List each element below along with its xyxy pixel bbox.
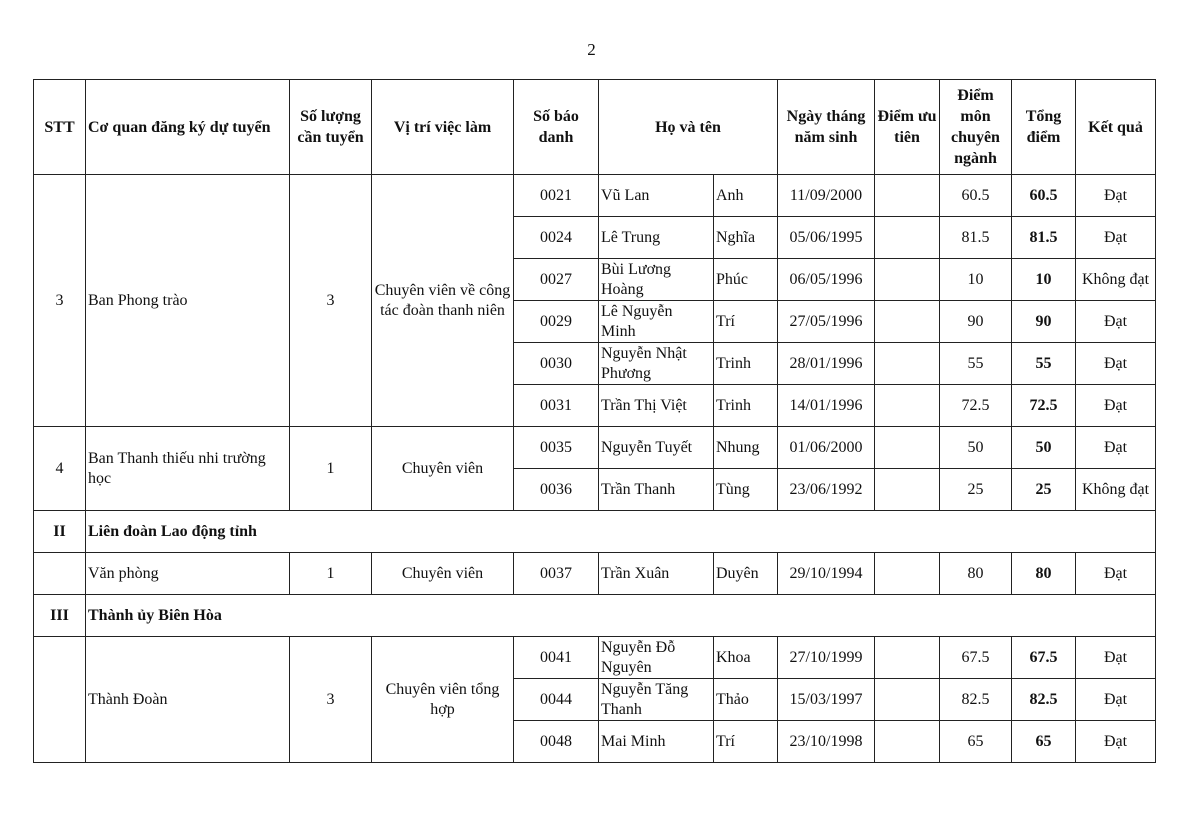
- candidate-first-name: Trí: [714, 301, 778, 343]
- candidate-last-name: Nguyễn Nhật Phương: [599, 343, 714, 385]
- candidate-score: 80: [940, 553, 1012, 595]
- candidate-result: Đạt: [1076, 427, 1156, 469]
- group-agency: Văn phòng: [86, 553, 290, 595]
- candidate-total: 55: [1012, 343, 1076, 385]
- group-position: Chuyên viên: [372, 427, 514, 511]
- section-title: Thành ủy Biên Hòa: [86, 595, 1156, 637]
- candidate-priority: [875, 259, 940, 301]
- candidate-last-name: Lê Trung: [599, 217, 714, 259]
- candidate-score: 81.5: [940, 217, 1012, 259]
- candidate-first-name: Anh: [714, 175, 778, 217]
- candidate-id: 0031: [514, 385, 599, 427]
- candidate-total: 60.5: [1012, 175, 1076, 217]
- candidate-total: 82.5: [1012, 679, 1076, 721]
- candidate-dob: 28/01/1996: [778, 343, 875, 385]
- header-id: Số báo danh: [514, 80, 599, 175]
- candidate-last-name: Nguyễn Đỗ Nguyên: [599, 637, 714, 679]
- header-position: Vị trí việc làm: [372, 80, 514, 175]
- candidate-result: Đạt: [1076, 637, 1156, 679]
- candidate-id: 0035: [514, 427, 599, 469]
- group-stt: [34, 637, 86, 763]
- candidate-score: 90: [940, 301, 1012, 343]
- candidate-result: Đạt: [1076, 343, 1156, 385]
- candidate-first-name: Duyên: [714, 553, 778, 595]
- candidate-id: 0036: [514, 469, 599, 511]
- candidate-result: Đạt: [1076, 385, 1156, 427]
- header-score: Điểm môn chuyên ngành: [940, 80, 1012, 175]
- header-name: Họ và tên: [599, 80, 778, 175]
- group-stt: [34, 553, 86, 595]
- candidate-priority: [875, 553, 940, 595]
- section-row: [34, 595, 1156, 637]
- candidate-score: 60.5: [940, 175, 1012, 217]
- header-result: Kết quả: [1076, 80, 1156, 175]
- section-title: Liên đoàn Lao động tỉnh: [86, 511, 1156, 553]
- candidate-result: Đạt: [1076, 553, 1156, 595]
- candidate-score: 10: [940, 259, 1012, 301]
- group-stt: 4: [34, 427, 86, 511]
- group-position: Chuyên viên tổng hợp: [372, 637, 514, 763]
- candidate-total: 50: [1012, 427, 1076, 469]
- header-priority: Điểm ưu tiên: [875, 80, 940, 175]
- results-table: [33, 79, 1156, 763]
- candidate-last-name: Vũ Lan: [599, 175, 714, 217]
- candidate-dob: 15/03/1997: [778, 679, 875, 721]
- candidate-dob: 29/10/1994: [778, 553, 875, 595]
- candidate-dob: 11/09/2000: [778, 175, 875, 217]
- candidate-first-name: Trí: [714, 721, 778, 763]
- candidate-priority: [875, 385, 940, 427]
- candidate-score: 67.5: [940, 637, 1012, 679]
- group-quota: 3: [290, 637, 372, 763]
- candidate-last-name: Trần Xuân: [599, 553, 714, 595]
- candidate-last-name: Nguyễn Tăng Thanh: [599, 679, 714, 721]
- candidate-last-name: Trần Thị Việt: [599, 385, 714, 427]
- candidate-dob: 23/06/1992: [778, 469, 875, 511]
- page-number: 2: [587, 40, 596, 59]
- candidate-total: 10: [1012, 259, 1076, 301]
- header-row: [34, 80, 1156, 175]
- candidate-first-name: Thảo: [714, 679, 778, 721]
- candidate-first-name: Trinh: [714, 385, 778, 427]
- candidate-score: 65: [940, 721, 1012, 763]
- group-quota: 3: [290, 175, 372, 427]
- candidate-dob: 06/05/1996: [778, 259, 875, 301]
- group-position: Chuyên viên: [372, 553, 514, 595]
- candidate-total: 80: [1012, 553, 1076, 595]
- candidate-priority: [875, 469, 940, 511]
- section-row: [34, 511, 1156, 553]
- candidate-score: 72.5: [940, 385, 1012, 427]
- header-stt: STT: [34, 80, 86, 175]
- candidate-last-name: Nguyễn Tuyết: [599, 427, 714, 469]
- candidate-result: Đạt: [1076, 217, 1156, 259]
- candidate-last-name: Trần Thanh: [599, 469, 714, 511]
- candidate-priority: [875, 721, 940, 763]
- group-quota: 1: [290, 553, 372, 595]
- candidate-first-name: Trinh: [714, 343, 778, 385]
- header-dob: Ngày tháng năm sinh: [778, 80, 875, 175]
- group-agency: Ban Phong trào: [86, 175, 290, 427]
- group-agency: Thành Đoàn: [86, 637, 290, 763]
- group-position: Chuyên viên về công tác đoàn thanh niên: [372, 175, 514, 427]
- candidate-score: 55: [940, 343, 1012, 385]
- header-agency: Cơ quan đăng ký dự tuyển: [86, 80, 290, 175]
- candidate-result: Đạt: [1076, 721, 1156, 763]
- candidate-total: 81.5: [1012, 217, 1076, 259]
- candidate-total: 67.5: [1012, 637, 1076, 679]
- candidate-first-name: Phúc: [714, 259, 778, 301]
- table-row: [34, 427, 1156, 469]
- candidate-priority: [875, 637, 940, 679]
- candidate-dob: 23/10/1998: [778, 721, 875, 763]
- candidate-dob: 27/05/1996: [778, 301, 875, 343]
- candidate-priority: [875, 343, 940, 385]
- candidate-result: Không đạt: [1076, 259, 1156, 301]
- header-total: Tổng điểm: [1012, 80, 1076, 175]
- candidate-priority: [875, 301, 940, 343]
- candidate-first-name: Khoa: [714, 637, 778, 679]
- candidate-id: 0037: [514, 553, 599, 595]
- candidate-id: 0044: [514, 679, 599, 721]
- candidate-id: 0024: [514, 217, 599, 259]
- candidate-priority: [875, 427, 940, 469]
- candidate-first-name: Tùng: [714, 469, 778, 511]
- candidate-score: 82.5: [940, 679, 1012, 721]
- candidate-id: 0030: [514, 343, 599, 385]
- candidate-dob: 01/06/2000: [778, 427, 875, 469]
- candidate-score: 25: [940, 469, 1012, 511]
- candidate-dob: 14/01/1996: [778, 385, 875, 427]
- group-stt: 3: [34, 175, 86, 427]
- candidate-last-name: Mai Minh: [599, 721, 714, 763]
- candidate-first-name: Nghĩa: [714, 217, 778, 259]
- candidate-id: 0041: [514, 637, 599, 679]
- candidate-total: 25: [1012, 469, 1076, 511]
- candidate-first-name: Nhung: [714, 427, 778, 469]
- candidate-total: 90: [1012, 301, 1076, 343]
- candidate-priority: [875, 217, 940, 259]
- candidate-result: Đạt: [1076, 679, 1156, 721]
- candidate-result: Đạt: [1076, 301, 1156, 343]
- group-quota: 1: [290, 427, 372, 511]
- candidate-priority: [875, 679, 940, 721]
- table-row: [34, 637, 1156, 679]
- candidate-id: 0029: [514, 301, 599, 343]
- candidate-result: Đạt: [1076, 175, 1156, 217]
- table-row: [34, 175, 1156, 217]
- section-stt: III: [34, 595, 86, 637]
- candidate-score: 50: [940, 427, 1012, 469]
- candidate-dob: 27/10/1999: [778, 637, 875, 679]
- candidate-total: 72.5: [1012, 385, 1076, 427]
- candidate-id: 0021: [514, 175, 599, 217]
- candidate-total: 65: [1012, 721, 1076, 763]
- candidate-id: 0048: [514, 721, 599, 763]
- group-agency: Ban Thanh thiếu nhi trường học: [86, 427, 290, 511]
- candidate-id: 0027: [514, 259, 599, 301]
- candidate-priority: [875, 175, 940, 217]
- candidate-dob: 05/06/1995: [778, 217, 875, 259]
- section-stt: II: [34, 511, 86, 553]
- table-row: [34, 553, 1156, 595]
- candidate-last-name: Lê Nguyễn Minh: [599, 301, 714, 343]
- candidate-last-name: Bùi Lương Hoàng: [599, 259, 714, 301]
- candidate-result: Không đạt: [1076, 469, 1156, 511]
- header-quota: Số lượng cần tuyển: [290, 80, 372, 175]
